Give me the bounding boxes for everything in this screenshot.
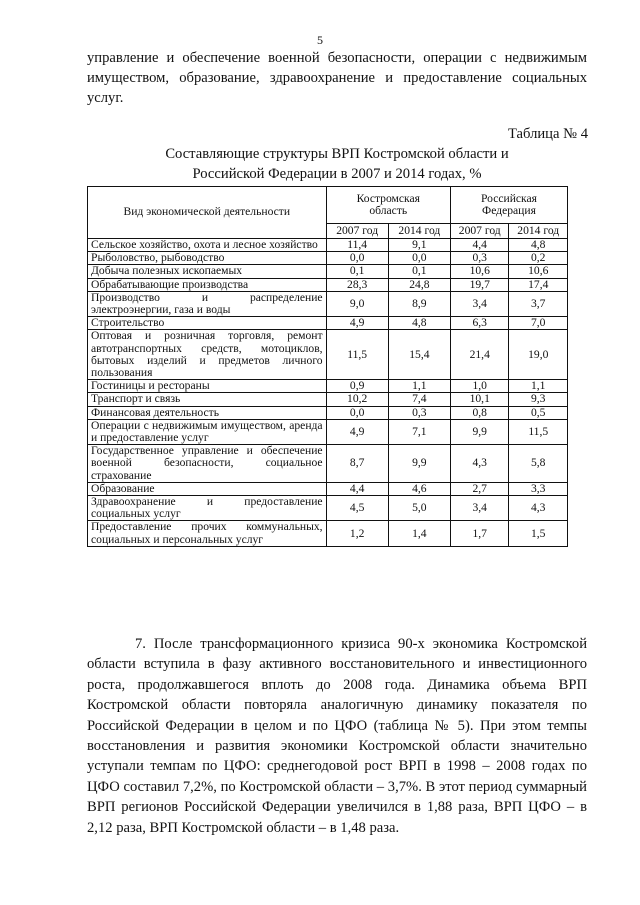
activity-cell: Оптовая и розничная торговля, ремонт автотранспортных средств, мотоциклов, бытовых изделий и предметов личного пользования	[88, 330, 327, 380]
value-cell: 17,4	[509, 278, 568, 291]
value-cell: 3,7	[509, 291, 568, 316]
value-cell: 11,4	[326, 239, 388, 252]
region-header-kostroma: Костромская область	[326, 187, 450, 224]
table-body	[88, 239, 568, 547]
value-cell: 4,3	[450, 445, 509, 483]
value-cell: 0,0	[388, 252, 450, 265]
value-cell: 7,4	[388, 393, 450, 406]
value-cell: 9,1	[388, 239, 450, 252]
value-cell: 9,9	[388, 445, 450, 483]
table-row	[88, 419, 568, 444]
activity-cell: Государственное управление и обеспечение военной безопасности, социальное страхование	[88, 445, 327, 483]
paragraph-7: 7. После трансформационного кризиса 90-х экономика Костромской области вступила в фазу активного восстановительного и инвестиционного роста, продолжавшегося вплоть до 2008 года. Динамика объема ВРП Костромской области повторяла аналогичную динамику показателя по Российской Федерации в целом и по ЦФО (таблица № 5). При этом темпы восстановления и развития экономики Костромской области значительно уступали темпам по ЦФО: среднегодовой рост ВРП в 1998 – 2008 годах по ЦФО составил 7,2%, по Костромской области – 3,7%. В этот период суммарный ВРП регионов Российской Федерации увеличился в 1,88 раза, ВРП ЦФО – в 2,12 раза, ВРП Костромской области – в 1,48 раза.	[87, 636, 587, 836]
value-cell: 1,2	[326, 521, 388, 546]
table-row	[88, 380, 568, 393]
table-row	[88, 291, 568, 316]
value-cell: 8,7	[326, 445, 388, 483]
value-cell: 10,6	[509, 265, 568, 278]
table-row	[88, 330, 568, 380]
table-row	[88, 521, 568, 546]
activity-cell: Обрабатывающие производства	[88, 278, 327, 291]
value-cell: 1,1	[509, 380, 568, 393]
table-row	[88, 482, 568, 495]
table-title-line-1: Составляющие структуры ВРП Костромской области и	[165, 146, 509, 162]
year-header: 2007 год	[450, 224, 509, 239]
value-cell: 4,5	[326, 496, 388, 521]
value-cell: 0,9	[326, 380, 388, 393]
year-header: 2007 год	[326, 224, 388, 239]
table-row	[88, 252, 568, 265]
table-row	[88, 265, 568, 278]
value-cell: 4,9	[326, 419, 388, 444]
activity-cell: Финансовая деятельность	[88, 406, 327, 419]
value-cell: 4,8	[388, 317, 450, 330]
table-row	[88, 278, 568, 291]
page-number: 5	[317, 33, 323, 47]
value-cell: 3,4	[450, 291, 509, 316]
value-cell: 4,3	[509, 496, 568, 521]
activity-cell: Производство и распределение электроэнергии, газа и воды	[88, 291, 327, 316]
value-cell: 8,9	[388, 291, 450, 316]
table-title-line-2: Российской Федерации в 2007 и 2014 годах, %	[192, 166, 482, 182]
value-cell: 10,6	[450, 265, 509, 278]
value-cell: 5,8	[509, 445, 568, 483]
value-cell: 1,0	[450, 380, 509, 393]
value-cell: 4,4	[326, 482, 388, 495]
value-cell: 11,5	[326, 330, 388, 380]
activity-cell: Рыболовство, рыбоводство	[88, 252, 327, 265]
value-cell: 28,3	[326, 278, 388, 291]
activity-cell: Добыча полезных ископаемых	[88, 265, 327, 278]
value-cell: 3,4	[450, 496, 509, 521]
value-cell: 0,8	[450, 406, 509, 419]
activity-cell: Транспорт и связь	[88, 393, 327, 406]
table-row	[88, 496, 568, 521]
value-cell: 10,1	[450, 393, 509, 406]
intro-paragraph: управление и обеспечение военной безопасности, операции с недвижимым имуществом, образование, здравоохранение и предоставление социальных услуг.	[87, 50, 587, 106]
value-cell: 6,3	[450, 317, 509, 330]
value-cell: 10,2	[326, 393, 388, 406]
value-cell: 4,9	[326, 317, 388, 330]
vrp-structure-table	[87, 186, 568, 547]
activity-cell: Операции с недвижимым имуществом, аренда и предоставление услуг	[88, 419, 327, 444]
value-cell: 1,1	[388, 380, 450, 393]
value-cell: 1,7	[450, 521, 509, 546]
value-cell: 4,6	[388, 482, 450, 495]
table-title	[87, 144, 587, 184]
activity-cell: Строительство	[88, 317, 327, 330]
value-cell: 0,5	[509, 406, 568, 419]
value-cell: 7,1	[388, 419, 450, 444]
table-number: Таблица № 4	[508, 126, 588, 142]
year-header: 2014 год	[388, 224, 450, 239]
activity-cell: Предоставление прочих коммунальных, социальных и персональных услуг	[88, 521, 327, 546]
value-cell: 0,1	[326, 265, 388, 278]
region-header-russia: Российская Федерация	[450, 187, 567, 224]
value-cell: 0,3	[450, 252, 509, 265]
value-cell: 0,0	[326, 406, 388, 419]
value-cell: 9,9	[450, 419, 509, 444]
value-cell: 0,0	[326, 252, 388, 265]
value-cell: 19,0	[509, 330, 568, 380]
activity-cell: Образование	[88, 482, 327, 495]
value-cell: 0,2	[509, 252, 568, 265]
activity-cell: Гостиницы и рестораны	[88, 380, 327, 393]
value-cell: 1,4	[388, 521, 450, 546]
table-row	[88, 445, 568, 483]
value-cell: 4,8	[509, 239, 568, 252]
value-cell: 7,0	[509, 317, 568, 330]
activity-cell: Здравоохранение и предоставление социальных услуг	[88, 496, 327, 521]
value-cell: 1,5	[509, 521, 568, 546]
value-cell: 3,3	[509, 482, 568, 495]
value-cell: 15,4	[388, 330, 450, 380]
value-cell: 21,4	[450, 330, 509, 380]
value-cell: 0,1	[388, 265, 450, 278]
value-cell: 11,5	[509, 419, 568, 444]
table-row	[88, 393, 568, 406]
value-cell: 0,3	[388, 406, 450, 419]
table-row	[88, 406, 568, 419]
value-cell: 9,3	[509, 393, 568, 406]
value-cell: 19,7	[450, 278, 509, 291]
year-header: 2014 год	[509, 224, 568, 239]
value-cell: 5,0	[388, 496, 450, 521]
value-cell: 4,4	[450, 239, 509, 252]
value-cell: 9,0	[326, 291, 388, 316]
activity-column-header: Вид экономической деятельности	[88, 187, 327, 239]
value-cell: 24,8	[388, 278, 450, 291]
table-row	[88, 317, 568, 330]
table-row	[88, 239, 568, 252]
activity-cell: Сельское хозяйство, охота и лесное хозяйство	[88, 239, 327, 252]
value-cell: 2,7	[450, 482, 509, 495]
